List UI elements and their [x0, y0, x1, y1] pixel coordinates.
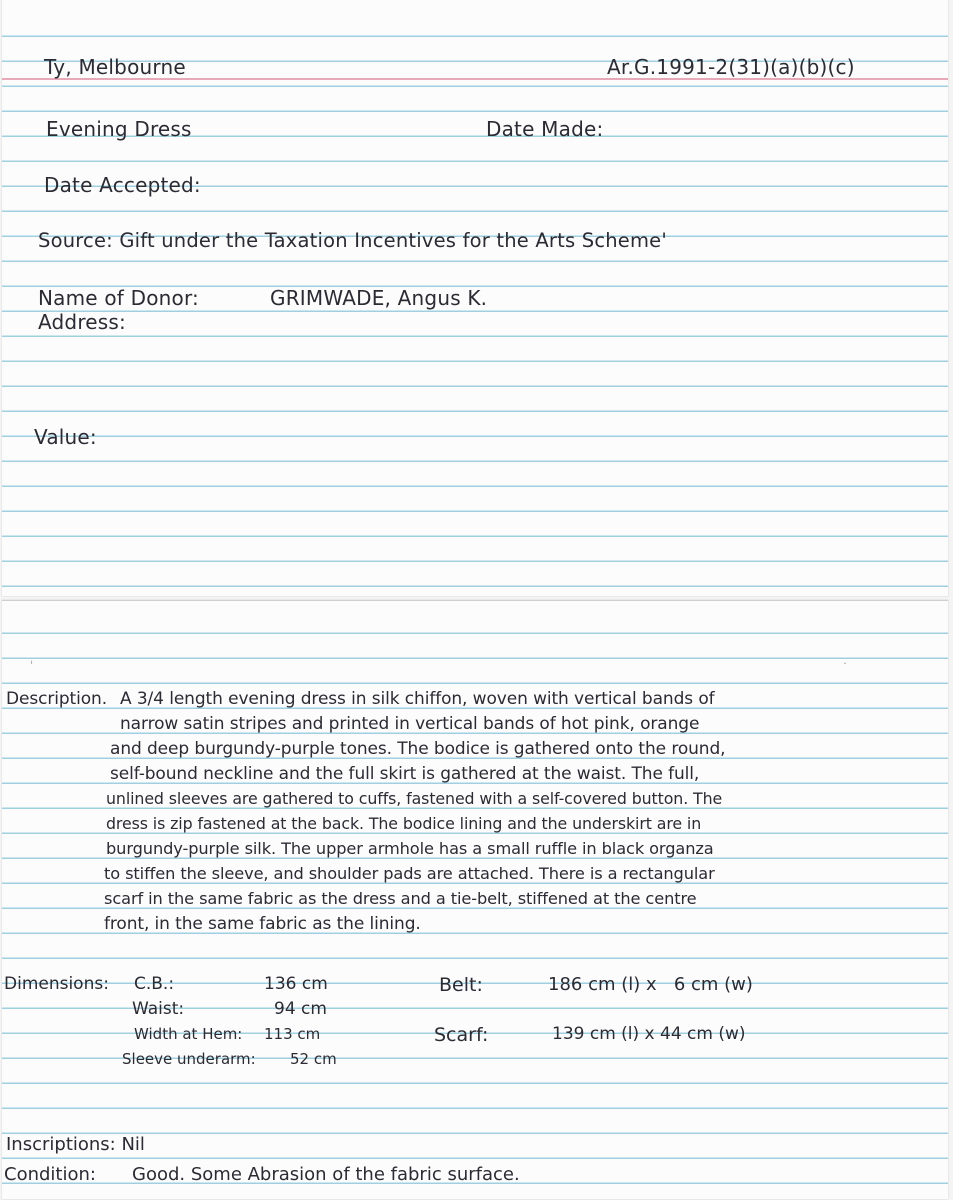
location-text: Ty, Melbourne — [44, 55, 186, 79]
donor-label: Name of Donor: — [38, 286, 199, 310]
stray-mark: ˈ — [30, 659, 34, 673]
dimension-value: 94 cm — [274, 999, 327, 1019]
dimension-label: Waist: — [132, 999, 185, 1019]
description-line: scarf in the same fabric as the dress and a tie-belt, stiffened at the centre — [104, 889, 697, 908]
donor-name: GRIMWADE, Angus K. — [270, 286, 488, 310]
object-name: Evening Dress — [46, 117, 192, 141]
source-text: Source: Gift under the Taxation Incentives for the Arts Scheme' — [38, 229, 667, 252]
condition-value: Good. Some Abrasion of the fabric surface. — [132, 1164, 520, 1185]
description-line: dress is zip fastened at the back. The bodice lining and the underskirt are in — [106, 814, 702, 833]
dimension-label: Width at Hem: — [134, 1025, 243, 1043]
description-line: front, in the same fabric as the lining. — [104, 914, 421, 934]
description-line: self-bound neckline and the full skirt is gathered at the waist. The full, — [110, 764, 700, 784]
description-line: unlined sleeves are gathered to cuffs, fastened with a self-covered button. The — [106, 789, 723, 808]
description-line: to stiffen the sleeve, and shoulder pads are attached. There is a rectangular — [104, 864, 715, 883]
description-line: burgundy-purple silk. The upper armhole has a small ruffle in black organza — [106, 839, 714, 858]
date-accepted-label: Date Accepted: — [44, 173, 201, 197]
scarf-label: Scarf: — [434, 1024, 489, 1046]
date-made-label: Date Made: — [486, 117, 604, 141]
belt-value: 186 cm (l) x 6 cm (w) — [548, 974, 753, 995]
dimension-value: 52 cm — [290, 1050, 337, 1068]
dimension-value: 113 cm — [264, 1025, 321, 1043]
dimension-label: C.B.: — [134, 974, 175, 994]
stray-mark-right: ˙ — [842, 661, 848, 675]
accession-number: Ar.G.1991-2(31)(a)(b)(c) — [607, 55, 855, 79]
condition-label: Condition: — [4, 1164, 96, 1185]
address-label: Address: — [38, 310, 126, 334]
index-card-top — [2, 0, 948, 596]
description-line: and deep burgundy-purple tones. The bodice is gathered onto the round, — [110, 739, 726, 759]
belt-label: Belt: — [439, 974, 483, 996]
description-line: narrow satin stripes and printed in vertical bands of hot pink, orange — [120, 714, 700, 734]
index-card-bottom — [2, 600, 948, 1199]
value-label: Value: — [34, 425, 97, 449]
dimensions-label: Dimensions: — [4, 974, 109, 994]
dimension-value: 136 cm — [264, 974, 328, 994]
scarf-value: 139 cm (l) x 44 cm (w) — [552, 1024, 746, 1044]
dimension-label: Sleeve underarm: — [122, 1050, 256, 1068]
description-label: Description. — [6, 689, 108, 709]
description-line: A 3/4 length evening dress in silk chiffon, woven with vertical bands of — [120, 689, 715, 709]
inscriptions-text: Inscriptions: Nil — [6, 1134, 145, 1155]
